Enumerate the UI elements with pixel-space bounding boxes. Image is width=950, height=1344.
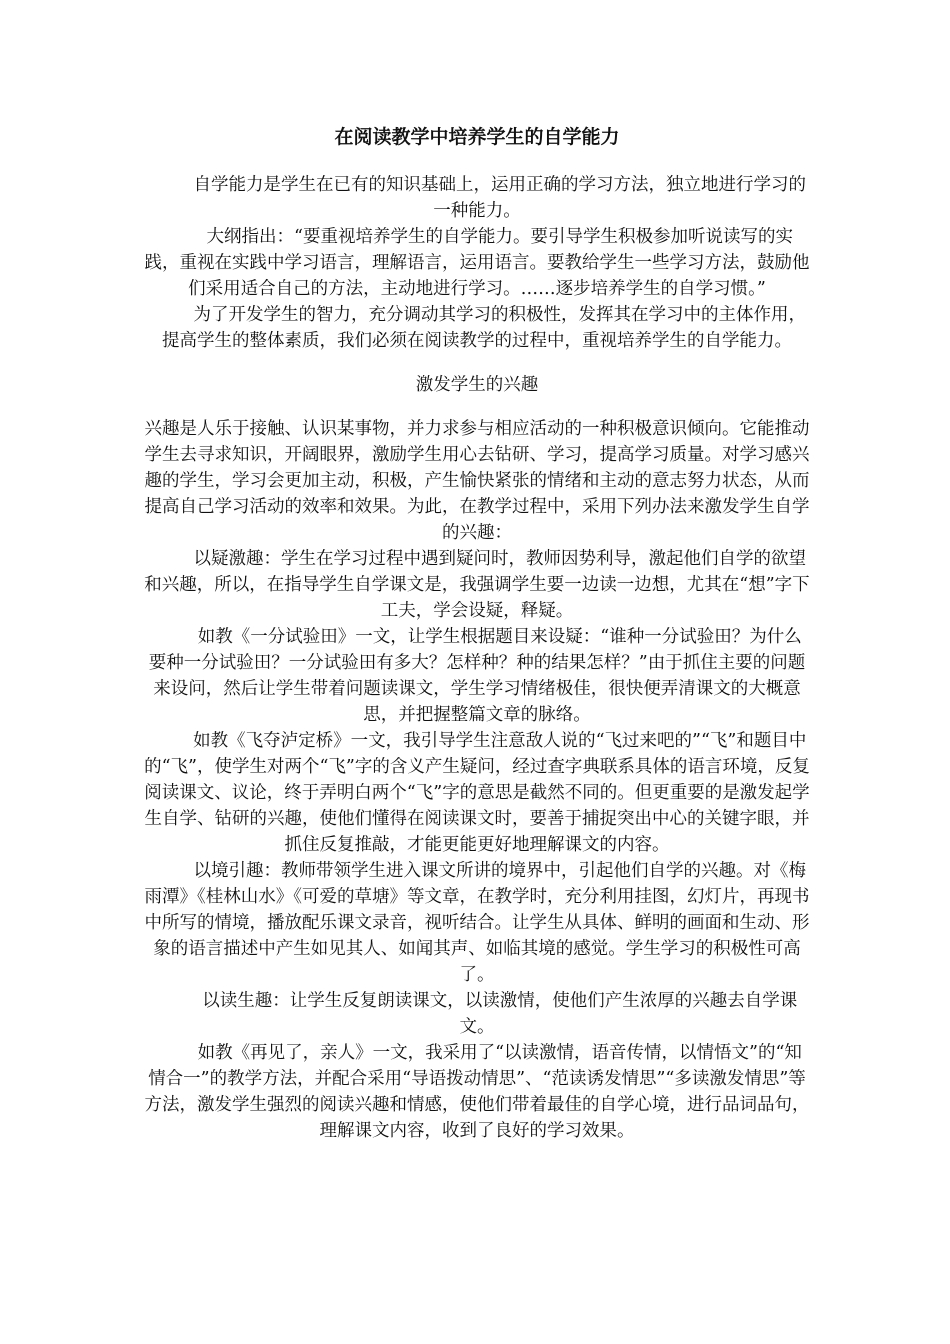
body-paragraph-2: 如教《一分试验田》一文，让学生根据题目来设疑：“谁种一分试验田？为什么要种一分试验田？一分试验田有多大？怎样种？种的结果怎样？”由于抓住主要的问题来设问，然后让学生带着问题读课文，学生学习情绪极佳，很快便弄清课文的大概意思，并把握整篇文章的脉络。	[148, 627, 806, 725]
body-paragraph-6: 如教《再见了，亲人》一文，我采用了“以读激情，语音传情，以情悟文”的“知情合一”的教学方法，并配合采用“导语拨动情思”、“范读诱发情思”“多读激发情思”等方法，激发学生强烈的阅读兴趣和情感，使他们带着最佳的自学心境，进行品词品句，理解课文内容，收到了良好的学习效果。	[144, 1043, 810, 1141]
intro-paragraph-1: 自学能力是学生在已有的知识基础上，运用正确的学习方法，独立地进行学习的一种能力。	[193, 175, 806, 221]
document-content	[144, 122, 810, 1144]
body-paragraph-1: 以疑激趣：学生在学习过程中遇到疑问时，教师因势利导，激起他们自学的欲望和兴趣，所以，在指导学生自学课文是，我强调学生要一边读一边想，尤其在“想”字下工夫，学会设疑，释疑。	[144, 549, 810, 621]
body-paragraph-5: 以读生趣：让学生反复朗读课文，以读激情，使他们产生浓厚的兴趣去自学课文。	[202, 991, 798, 1037]
body-paragraph-4: 以境引趣：教师带领学生进入课文所讲的境界中，引起他们自学的兴趣。对《梅雨潭》《桂林山水》《可爱的草塘》等文章，在教学时，充分利用挂图，幻灯片，再现书中所写的情境，播放配乐课文录音，视听结合。让学生从具体、鲜明的画面和生动、形象的语言描述中产生如见其人、如闻其声、如临其境的感觉。学生学习的积极性可高了。	[144, 861, 810, 985]
document-title: 在阅读教学中培养学生的自学能力	[334, 126, 620, 148]
body-paragraph-3: 如教《飞夺泸定桥》一文，我引导学生注意敌人说的“飞过来吧的”“飞”和题目中的“飞”，使学生对两个“飞”字的含义产生疑问，经过查字典联系具体的语言环境，反复阅读课文、议论，终于弄明白两个“飞”字的意思是截然不同的。但更重要的是激发起学生自学、钻研的兴趣，使他们懂得在阅读课文时，要善于捕捉突出中心的关键字眼，并抓住反复推敲，才能更能更好地理解课文的内容。	[144, 731, 810, 855]
section-heading: 激发学生的兴趣	[415, 375, 539, 395]
intro-paragraph-3: 为了开发学生的智力，充分调动其学习的积极性，发挥其在学习中的主体作用，提高学生的整体素质，我们必须在阅读教学的过程中，重视培养学生的自学能力。	[162, 305, 806, 351]
section-lead-paragraph: 兴趣是人乐于接触、认识某事物，并力求参与相应活动的一种积极意识倾向。它能推动学生去寻求知识，开阔眼界，激励学生用心去钻研、学习，提高学习质量。对学习感兴趣的学生，学习会更加主动，积极，产生愉快紧张的情绪和主动的意志努力状态，从而提高自己学习活动的效率和效果。为此，在教学过程中，采用下列办法来激发学生自学的兴趣：	[144, 419, 810, 543]
intro-paragraph-2: 大纲指出：“要重视培养学生的自学能力。要引导学生积极参加听说读写的实践，重视在实践中学习语言，理解语言，运用语言。要教给学生一些学习方法，鼓励他们采用适合自己的方法，主动地进行学习。……逐步培养学生的自学习惯。”	[144, 227, 810, 299]
